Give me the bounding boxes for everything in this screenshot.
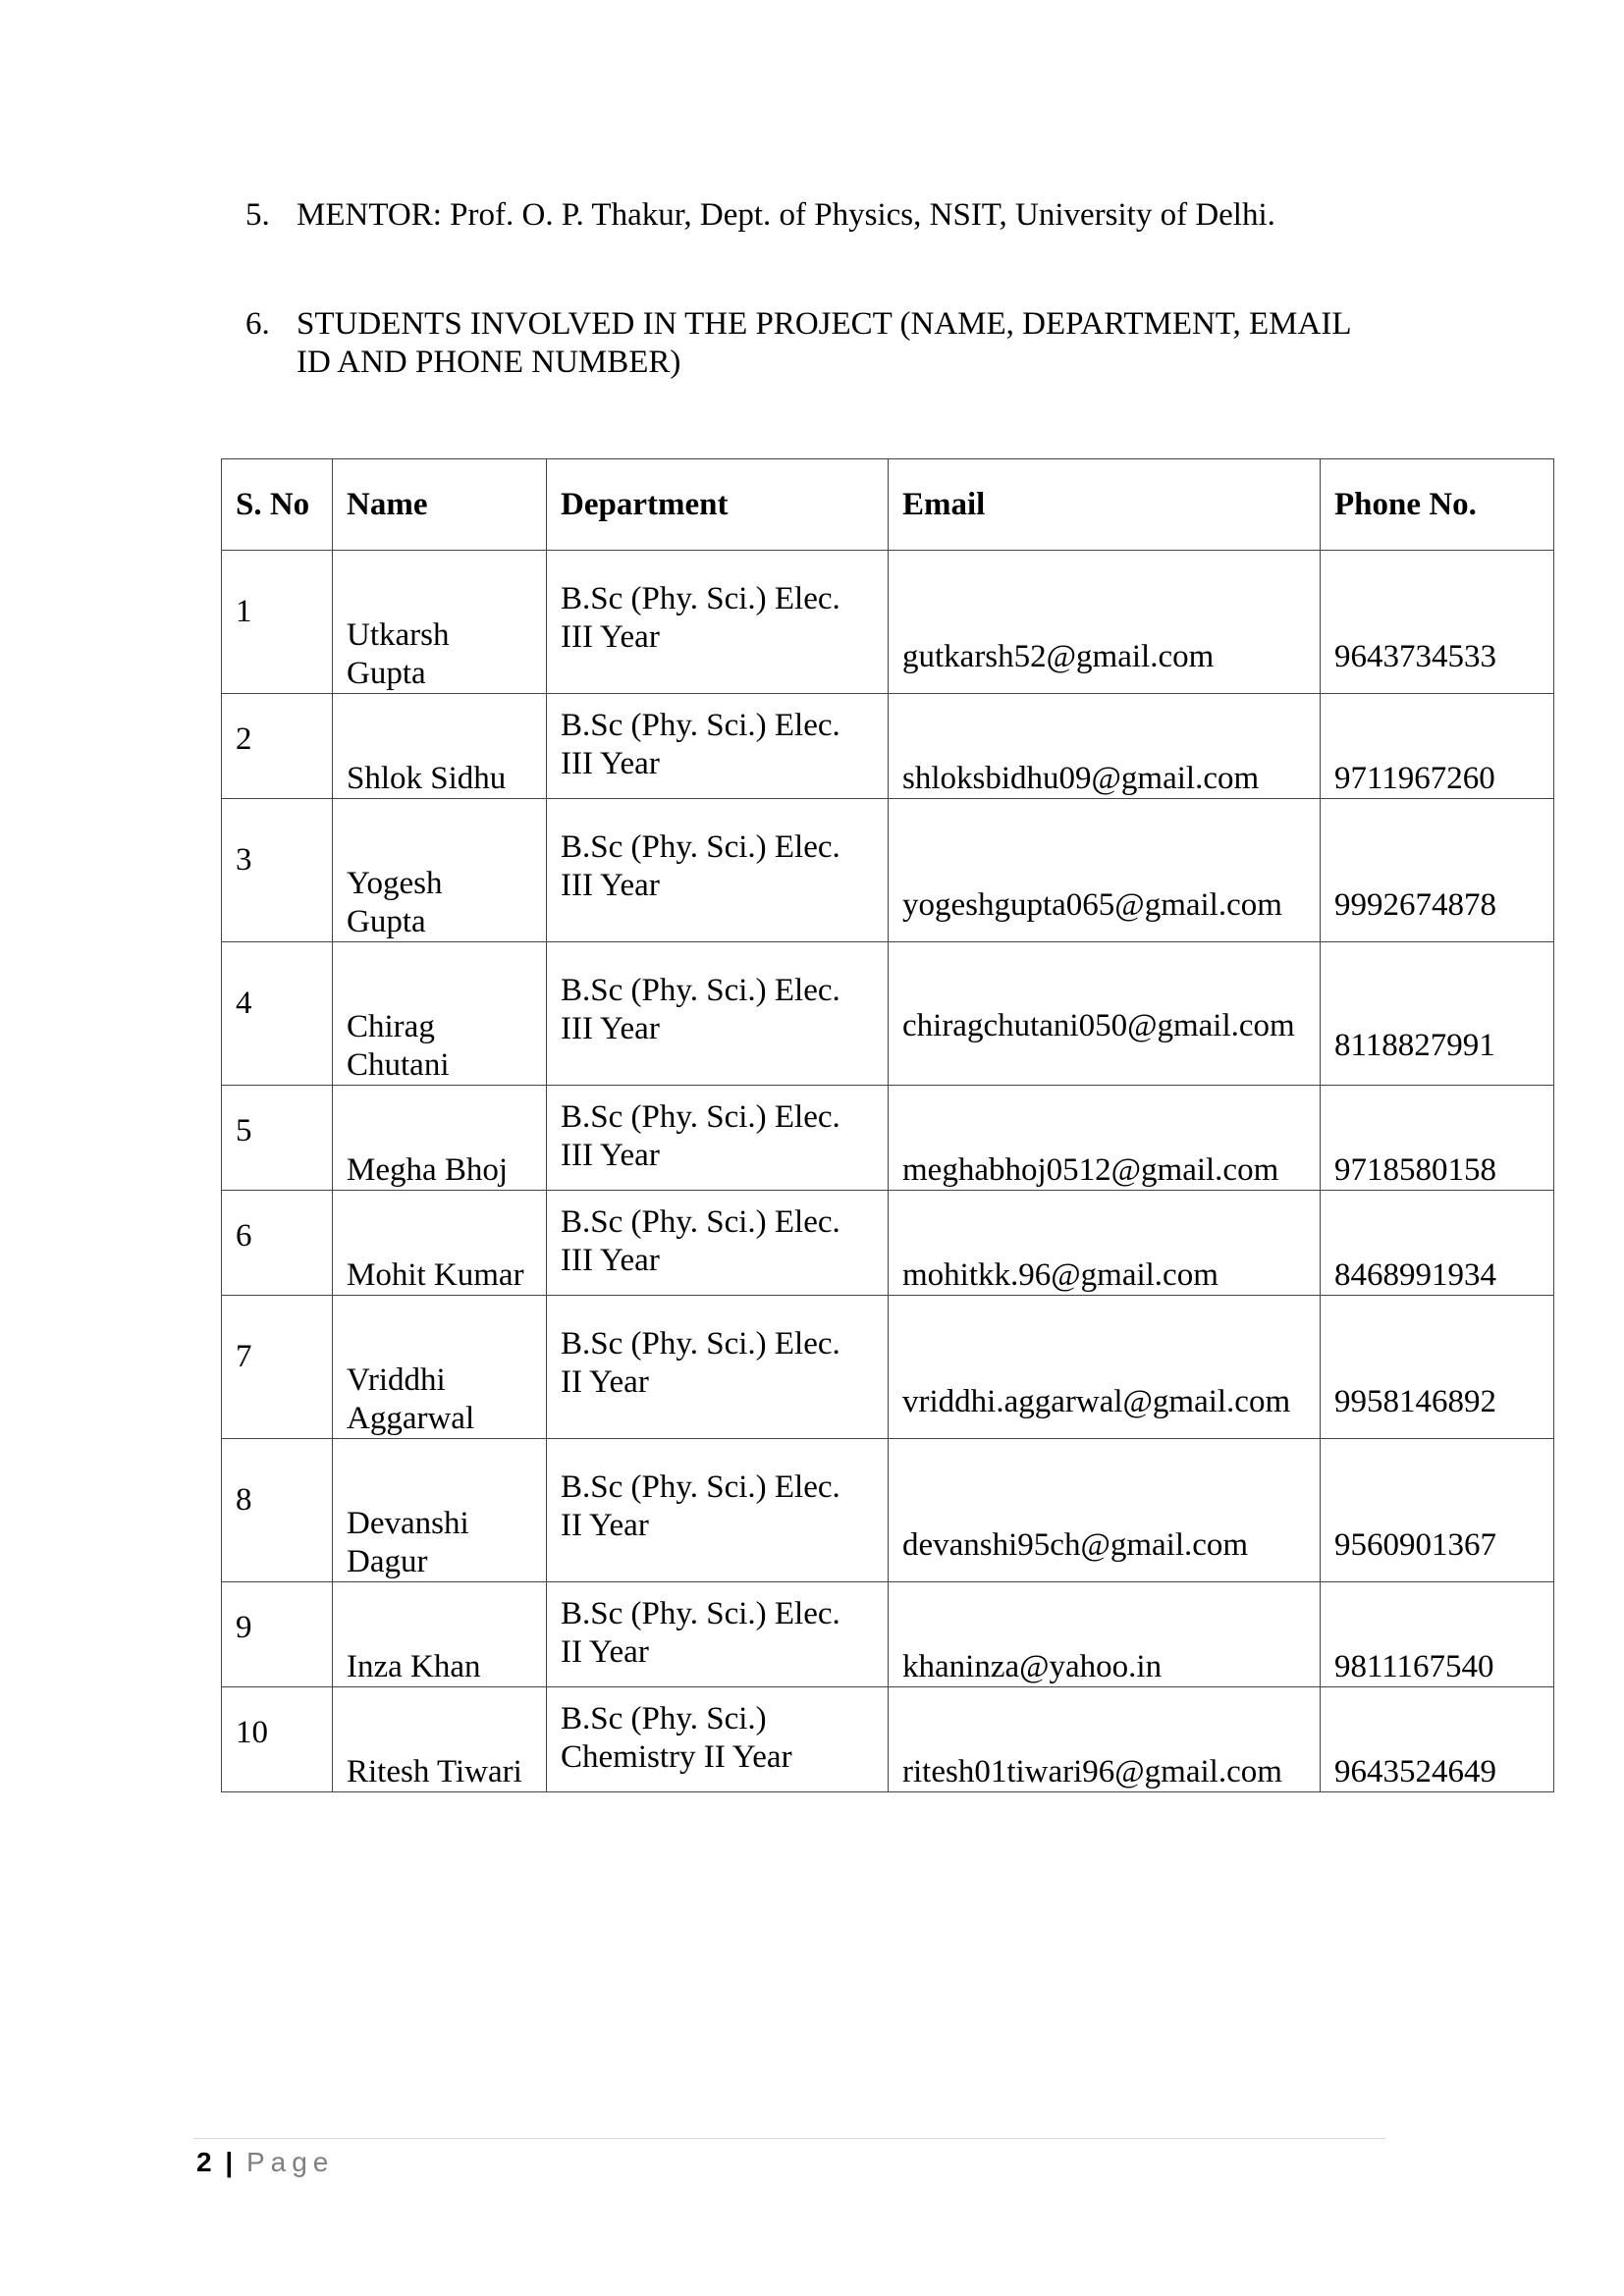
name-line1: Utkarsh <box>347 617 450 653</box>
cell-phone <box>1321 1296 1554 1439</box>
cell-email <box>889 1687 1321 1792</box>
name-line1: Vriddhi <box>347 1362 446 1398</box>
table-row <box>222 1296 1554 1439</box>
sno-text: 5 <box>236 1113 252 1148</box>
department-line2: III Year <box>561 746 660 781</box>
phone-text: 9718580158 <box>1334 1152 1496 1188</box>
department-line2: Chemistry II Year <box>561 1739 792 1775</box>
department-line2: III Year <box>561 619 660 655</box>
cell-phone <box>1321 1191 1554 1296</box>
cell-email <box>889 942 1321 1086</box>
name-line1: Devanshi <box>347 1506 469 1541</box>
name-line1: Inza Khan <box>347 1649 481 1684</box>
name-line1: Shlok Sidhu <box>347 761 507 796</box>
sno-text: 9 <box>236 1610 252 1645</box>
cell-email <box>889 1296 1321 1439</box>
cell-name <box>333 1687 547 1792</box>
name-line1: Mohit Kumar <box>347 1257 524 1293</box>
sno-text: 8 <box>236 1482 252 1518</box>
cell-department <box>547 1687 889 1792</box>
department-line2: II Year <box>561 1364 649 1400</box>
phone-text: 9811167540 <box>1334 1649 1494 1684</box>
cell-sno <box>222 1582 333 1687</box>
department-line2: III Year <box>561 1138 660 1173</box>
cell-department <box>547 1439 889 1582</box>
cell-sno <box>222 551 333 694</box>
cell-sno <box>222 1086 333 1191</box>
cell-sno <box>222 1296 333 1439</box>
sno-text: 3 <box>236 842 252 878</box>
cell-department <box>547 551 889 694</box>
cell-email <box>889 1582 1321 1687</box>
name-line2: Gupta <box>347 904 426 939</box>
sno-text: 2 <box>236 721 252 757</box>
cell-department <box>547 1296 889 1439</box>
students-item-line1: STUDENTS INVOLVED IN THE PROJECT (NAME, DEPARTMENT, EMAIL <box>297 306 1352 342</box>
cell-phone <box>1321 942 1554 1086</box>
cell-name <box>333 1296 547 1439</box>
header-name: Name <box>333 459 547 551</box>
cell-name <box>333 1582 547 1687</box>
mentor-item <box>245 196 1424 236</box>
cell-name <box>333 1191 547 1296</box>
cell-sno <box>222 1191 333 1296</box>
department-line2: II Year <box>561 1634 649 1670</box>
cell-phone <box>1321 1439 1554 1582</box>
cell-department <box>547 1582 889 1687</box>
page-word: Page <box>245 2147 335 2177</box>
phone-text: 8468991934 <box>1334 1257 1496 1293</box>
sno-text: 7 <box>236 1339 252 1374</box>
cell-department <box>547 799 889 942</box>
cell-phone <box>1321 1687 1554 1792</box>
students-item-number: 6. <box>245 306 270 342</box>
cell-email <box>889 799 1321 942</box>
email-text: devanshi95ch@gmail.com <box>902 1527 1249 1563</box>
table-row <box>222 694 1554 799</box>
name-line2: Chutani <box>347 1047 450 1083</box>
department-line2: II Year <box>561 1508 649 1543</box>
cell-email <box>889 551 1321 694</box>
table-header-row <box>222 459 1554 551</box>
department-line1: B.Sc (Phy. Sci.) Elec. <box>561 1099 840 1135</box>
cell-name <box>333 799 547 942</box>
sno-text: 10 <box>236 1715 268 1750</box>
department-line1: B.Sc (Phy. Sci.) Elec. <box>561 1596 840 1631</box>
students-table <box>221 458 1554 1792</box>
name-line1: Yogesh <box>347 866 443 901</box>
page-footer <box>196 2146 334 2179</box>
cell-email <box>889 1439 1321 1582</box>
phone-text: 9992674878 <box>1334 887 1496 923</box>
cell-sno <box>222 1687 333 1792</box>
cell-name <box>333 942 547 1086</box>
cell-email <box>889 694 1321 799</box>
mentor-item-number: 5. <box>245 197 270 233</box>
table-row <box>222 1191 1554 1296</box>
department-line1: B.Sc (Phy. Sci.) <box>561 1701 767 1736</box>
cell-email <box>889 1191 1321 1296</box>
email-text: meghabhoj0512@gmail.com <box>902 1152 1279 1188</box>
department-line1: B.Sc (Phy. Sci.) Elec. <box>561 973 840 1008</box>
cell-department <box>547 1086 889 1191</box>
department-line2: III Year <box>561 1011 660 1046</box>
department-line2: III Year <box>561 868 660 903</box>
cell-sno <box>222 1439 333 1582</box>
phone-text: 9643734533 <box>1334 639 1496 674</box>
department-line1: B.Sc (Phy. Sci.) Elec. <box>561 1326 840 1362</box>
phone-text: 9711967260 <box>1334 761 1495 796</box>
email-text: ritesh01tiwari96@gmail.com <box>902 1754 1282 1789</box>
mentor-item-text: MENTOR: Prof. O. P. Thakur, Dept. of Physics, NSIT, University of Delhi. <box>297 197 1275 233</box>
table-row <box>222 1582 1554 1687</box>
email-text: shloksbidhu09@gmail.com <box>902 761 1260 796</box>
table-row <box>222 799 1554 942</box>
phone-text: 8118827991 <box>1334 1028 1495 1063</box>
cell-name <box>333 1439 547 1582</box>
cell-name <box>333 694 547 799</box>
email-text: mohitkk.96@gmail.com <box>902 1257 1218 1293</box>
table-row <box>222 1086 1554 1191</box>
table-row <box>222 1439 1554 1582</box>
header-phone: Phone No. <box>1321 459 1554 551</box>
sno-text: 4 <box>236 986 252 1021</box>
email-text: khaninza@yahoo.in <box>902 1649 1163 1684</box>
cell-name <box>333 1086 547 1191</box>
cell-phone <box>1321 1086 1554 1191</box>
phone-text: 9958146892 <box>1334 1384 1496 1419</box>
department-line1: B.Sc (Phy. Sci.) Elec. <box>561 581 840 616</box>
cell-phone <box>1321 799 1554 942</box>
header-sno: S. No <box>222 459 333 551</box>
cell-department <box>547 942 889 1086</box>
email-text: gutkarsh52@gmail.com <box>902 639 1215 674</box>
email-text: chiragchutani050@gmail.com <box>902 1008 1295 1043</box>
cell-phone <box>1321 551 1554 694</box>
table-row <box>222 551 1554 694</box>
table-row <box>222 942 1554 1086</box>
name-line1: Megha Bhoj <box>347 1152 509 1188</box>
name-line2: Aggarwal <box>347 1401 475 1436</box>
table-row <box>222 1687 1554 1792</box>
department-line1: B.Sc (Phy. Sci.) Elec. <box>561 708 840 743</box>
students-item-line2: ID AND PHONE NUMBER) <box>297 345 681 380</box>
students-item <box>245 305 1424 384</box>
cell-department <box>547 1191 889 1296</box>
cell-name <box>333 551 547 694</box>
cell-phone <box>1321 1582 1554 1687</box>
name-line2: Gupta <box>347 656 426 691</box>
phone-text: 9560901367 <box>1334 1527 1496 1563</box>
cell-sno <box>222 694 333 799</box>
header-department: Department <box>547 459 889 551</box>
sno-text: 6 <box>236 1218 252 1254</box>
cell-sno <box>222 799 333 942</box>
email-text: yogeshgupta065@gmail.com <box>902 887 1282 923</box>
sno-text: 1 <box>236 594 252 629</box>
department-line1: B.Sc (Phy. Sci.) Elec. <box>561 1204 840 1240</box>
header-email: Email <box>889 459 1321 551</box>
name-line2: Dagur <box>347 1544 428 1579</box>
phone-text: 9643524649 <box>1334 1754 1496 1789</box>
cell-phone <box>1321 694 1554 799</box>
name-line1: Chirag <box>347 1009 435 1044</box>
footer-divider <box>193 2138 1385 2139</box>
department-line1: B.Sc (Phy. Sci.) Elec. <box>561 1469 840 1505</box>
page-number: 2 <box>196 2147 212 2177</box>
name-line1: Ritesh Tiwari <box>347 1754 522 1789</box>
email-text: vriddhi.aggarwal@gmail.com <box>902 1384 1291 1419</box>
cell-sno <box>222 942 333 1086</box>
footer-separator: | <box>225 2147 234 2177</box>
department-line2: III Year <box>561 1243 660 1278</box>
department-line1: B.Sc (Phy. Sci.) Elec. <box>561 829 840 865</box>
cell-email <box>889 1086 1321 1191</box>
cell-department <box>547 694 889 799</box>
